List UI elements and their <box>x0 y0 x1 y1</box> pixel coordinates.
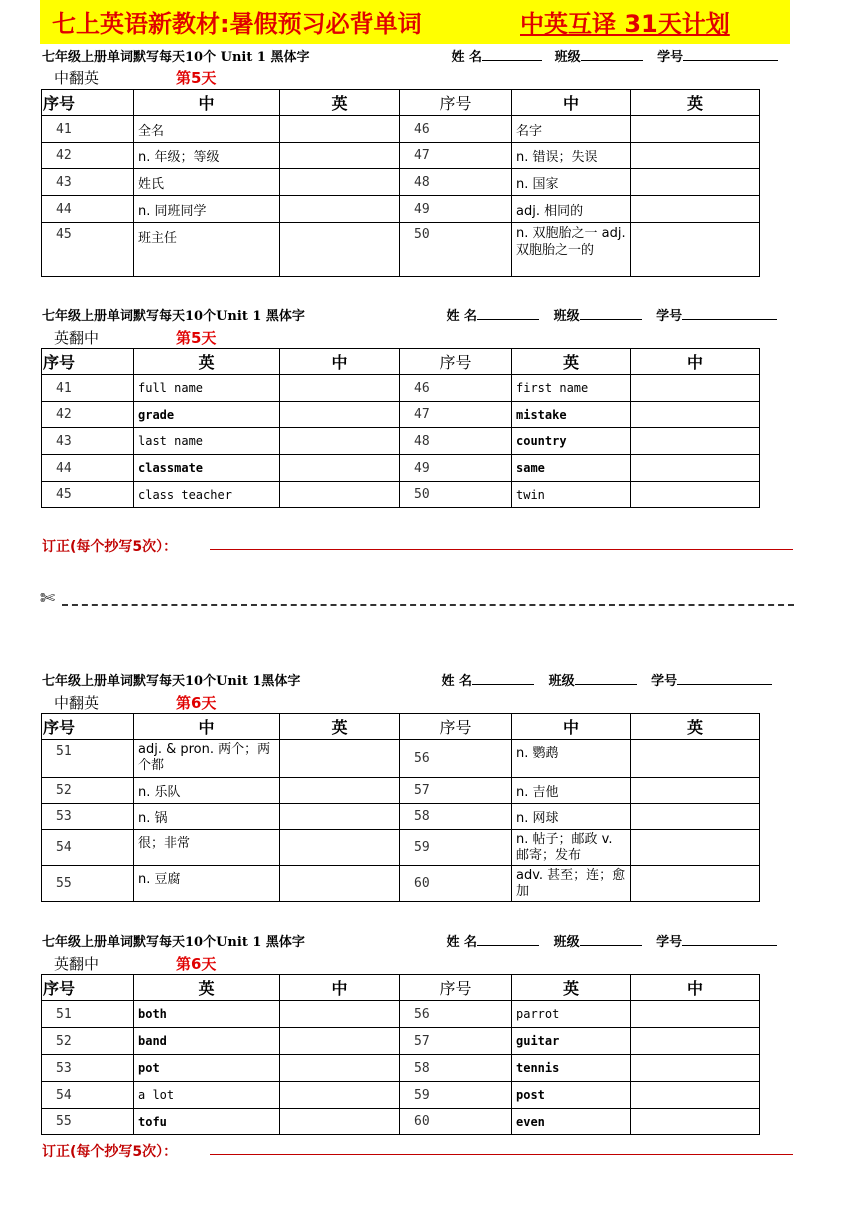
row-number: 58 <box>400 804 512 830</box>
answer-cell[interactable] <box>280 830 400 866</box>
section-header-text: 七年级上册单词默写每天10个Unit 1 黑体字 <box>42 935 305 950</box>
number-label: 学号 <box>657 50 684 65</box>
word-cell: tofu <box>134 1109 280 1135</box>
answer-cell[interactable] <box>280 482 400 508</box>
name-blank[interactable] <box>477 933 539 946</box>
word-cell: both <box>134 1001 280 1028</box>
number-blank[interactable] <box>682 933 777 946</box>
row-number: 55 <box>42 1109 134 1135</box>
col-header: 中 <box>631 349 760 375</box>
col-header: 英 <box>512 975 631 1001</box>
word-cell: same <box>512 455 631 482</box>
day-label: 第6天 <box>176 694 217 712</box>
answer-cell[interactable] <box>631 143 760 169</box>
table-row <box>42 375 760 402</box>
word-cell: n. 网球 <box>512 804 631 830</box>
word-cell: class teacher <box>134 482 280 508</box>
col-header: 序号 <box>42 714 134 740</box>
correction-line[interactable] <box>210 1154 793 1155</box>
word-cell: tennis <box>512 1055 631 1082</box>
section-header-text: 七年级上册单词默写每天10个 Unit 1 黑体字 <box>42 50 310 65</box>
day-label: 第5天 <box>176 69 217 87</box>
answer-cell[interactable] <box>631 455 760 482</box>
table-row <box>42 455 760 482</box>
col-header: 英 <box>631 90 760 116</box>
col-header: 序号 <box>400 349 512 375</box>
answer-cell[interactable] <box>280 196 400 223</box>
answer-cell[interactable] <box>631 482 760 508</box>
col-header: 序号 <box>400 90 512 116</box>
answer-cell[interactable] <box>631 1028 760 1055</box>
word-cell: 全名 <box>134 116 280 143</box>
word-cell: parrot <box>512 1001 631 1028</box>
word-cell: grade <box>134 402 280 428</box>
word-cell: adj. 相同的 <box>512 196 631 223</box>
word-cell: a lot <box>134 1082 280 1109</box>
answer-cell[interactable] <box>631 402 760 428</box>
name-blank[interactable] <box>482 48 542 61</box>
answer-cell[interactable] <box>631 1082 760 1109</box>
row-number: 54 <box>42 830 134 866</box>
row-number: 41 <box>42 375 134 402</box>
answer-cell[interactable] <box>280 116 400 143</box>
day-label: 第5天 <box>176 329 217 347</box>
word-cell: band <box>134 1028 280 1055</box>
name-blank[interactable] <box>477 307 539 320</box>
word-cell: n. 国家 <box>512 169 631 196</box>
word-cell: classmate <box>134 455 280 482</box>
answer-cell[interactable] <box>280 1055 400 1082</box>
word-cell: n. 错误；失误 <box>512 143 631 169</box>
mode-label: 中翻英 <box>54 69 100 87</box>
table-row <box>42 402 760 428</box>
answer-cell[interactable] <box>631 223 760 277</box>
row-number: 50 <box>400 223 512 277</box>
answer-cell[interactable] <box>280 866 400 902</box>
row-number: 42 <box>42 143 134 169</box>
row-number: 44 <box>42 196 134 223</box>
page-title-highlight: 中英互译 31天计划 <box>520 10 730 38</box>
answer-cell[interactable] <box>280 169 400 196</box>
vocab-table <box>41 974 760 1135</box>
class-blank[interactable] <box>580 933 642 946</box>
col-header: 中 <box>512 90 631 116</box>
answer-cell[interactable] <box>631 116 760 143</box>
row-number: 49 <box>400 455 512 482</box>
answer-cell[interactable] <box>631 830 760 866</box>
table-header-row <box>42 349 760 375</box>
row-number: 48 <box>400 169 512 196</box>
table-row <box>42 196 760 223</box>
number-label: 学号 <box>656 309 683 324</box>
answer-cell[interactable] <box>631 428 760 455</box>
answer-cell[interactable] <box>280 223 400 277</box>
table-header-row <box>42 90 760 116</box>
word-cell: 班主任 <box>134 223 280 277</box>
row-number: 57 <box>400 1028 512 1055</box>
name-label: 姓 名 <box>446 309 478 324</box>
number-blank[interactable] <box>677 672 772 685</box>
word-cell: n. 帖子；邮政 v. 邮寄；发布 <box>512 830 631 866</box>
word-cell: n. 吉他 <box>512 778 631 804</box>
class-blank[interactable] <box>575 672 637 685</box>
col-header: 序号 <box>42 349 134 375</box>
correction-label: 订正(每个抄写5次）： <box>42 1144 178 1160</box>
section-header-text: 七年级上册单词默写每天10个Unit 1 黑体字 <box>42 309 305 324</box>
row-number: 57 <box>400 778 512 804</box>
row-number: 53 <box>42 804 134 830</box>
class-blank[interactable] <box>581 48 643 61</box>
word-cell: n. 同班同学 <box>134 196 280 223</box>
table-row <box>42 482 760 508</box>
table-row <box>42 866 760 902</box>
answer-cell[interactable] <box>280 1082 400 1109</box>
number-label: 学号 <box>656 935 683 950</box>
answer-cell[interactable] <box>631 866 760 902</box>
col-header: 英 <box>631 714 760 740</box>
mode-label: 英翻中 <box>54 955 100 973</box>
answer-cell[interactable] <box>631 1055 760 1082</box>
col-header: 中 <box>631 975 760 1001</box>
class-label: 班级 <box>553 309 580 324</box>
row-number: 56 <box>400 740 512 778</box>
answer-cell[interactable] <box>631 1001 760 1028</box>
word-cell: last name <box>134 428 280 455</box>
word-cell: 姓氏 <box>134 169 280 196</box>
name-label: 姓 名 <box>446 935 478 950</box>
row-number: 48 <box>400 428 512 455</box>
word-cell: first name <box>512 375 631 402</box>
table-row <box>42 1028 760 1055</box>
row-number: 51 <box>42 740 134 778</box>
class-label: 班级 <box>554 50 581 65</box>
section-header-text: 七年级上册单词默写每天10个Unit 1黑体字 <box>42 674 301 689</box>
row-number: 45 <box>42 482 134 508</box>
class-label: 班级 <box>548 674 575 689</box>
row-number: 58 <box>400 1055 512 1082</box>
answer-cell[interactable] <box>280 402 400 428</box>
col-header: 中 <box>280 349 400 375</box>
row-number: 50 <box>400 482 512 508</box>
row-number: 45 <box>42 223 134 277</box>
answer-cell[interactable] <box>280 804 400 830</box>
table-header-row <box>42 714 760 740</box>
answer-cell[interactable] <box>631 375 760 402</box>
table-row <box>42 169 760 196</box>
class-label: 班级 <box>553 935 580 950</box>
answer-cell[interactable] <box>280 778 400 804</box>
col-header: 英 <box>512 349 631 375</box>
number-blank[interactable] <box>683 48 778 61</box>
section-header <box>42 931 777 950</box>
word-cell: post <box>512 1082 631 1109</box>
section-header <box>42 46 778 65</box>
table-row <box>42 143 760 169</box>
row-number: 60 <box>400 1109 512 1135</box>
vocab-table <box>41 713 760 902</box>
word-cell: 很；非常 <box>134 830 280 866</box>
answer-cell[interactable] <box>631 740 760 778</box>
row-number: 43 <box>42 169 134 196</box>
cut-line <box>62 604 794 606</box>
answer-cell[interactable] <box>280 1109 400 1135</box>
answer-cell[interactable] <box>631 169 760 196</box>
row-number: 47 <box>400 402 512 428</box>
section-header <box>42 670 772 689</box>
row-number: 49 <box>400 196 512 223</box>
word-cell: 名字 <box>512 116 631 143</box>
table-row <box>42 1001 760 1028</box>
row-number: 52 <box>42 778 134 804</box>
correction-line[interactable] <box>210 549 793 550</box>
col-header: 序号 <box>42 90 134 116</box>
word-cell: n. 锅 <box>134 804 280 830</box>
row-number: 47 <box>400 143 512 169</box>
row-number: 44 <box>42 455 134 482</box>
answer-cell[interactable] <box>280 740 400 778</box>
answer-cell[interactable] <box>280 428 400 455</box>
col-header: 英 <box>134 975 280 1001</box>
answer-cell[interactable] <box>280 143 400 169</box>
col-header: 中 <box>280 975 400 1001</box>
answer-cell[interactable] <box>280 375 400 402</box>
col-header: 序号 <box>42 975 134 1001</box>
class-blank[interactable] <box>580 307 642 320</box>
col-header: 中 <box>134 90 280 116</box>
name-blank[interactable] <box>472 672 534 685</box>
section-header <box>42 305 777 324</box>
row-number: 59 <box>400 830 512 866</box>
table-row <box>42 778 760 804</box>
col-header: 英 <box>280 714 400 740</box>
row-number: 52 <box>42 1028 134 1055</box>
row-number: 56 <box>400 1001 512 1028</box>
word-cell: pot <box>134 1055 280 1082</box>
answer-cell[interactable] <box>280 455 400 482</box>
word-cell: twin <box>512 482 631 508</box>
row-number: 43 <box>42 428 134 455</box>
word-cell: n. 鹦鹉 <box>512 740 631 778</box>
scissors-icon: ✄ <box>40 588 56 609</box>
col-header: 序号 <box>400 975 512 1001</box>
answer-cell[interactable] <box>631 804 760 830</box>
word-cell: adv. 甚至；连；愈加 <box>512 866 631 902</box>
table-row <box>42 223 760 277</box>
correction-label: 订正(每个抄写5次）： <box>42 539 178 555</box>
row-number: 55 <box>42 866 134 902</box>
word-cell: full name <box>134 375 280 402</box>
answer-cell[interactable] <box>631 1109 760 1135</box>
name-label: 姓 名 <box>451 50 483 65</box>
table-row <box>42 804 760 830</box>
table-row <box>42 1109 760 1135</box>
row-number: 46 <box>400 375 512 402</box>
vocab-table <box>41 348 760 508</box>
word-cell: n. 乐队 <box>134 778 280 804</box>
word-cell: n. 双胞胎之一 adj. 双胞胎之一的 <box>512 223 631 277</box>
col-header: 中 <box>134 714 280 740</box>
word-cell: n. 豆腐 <box>134 866 280 902</box>
answer-cell[interactable] <box>631 196 760 223</box>
table-row <box>42 116 760 143</box>
table-row <box>42 740 760 778</box>
answer-cell[interactable] <box>280 1028 400 1055</box>
row-number: 46 <box>400 116 512 143</box>
day-label: 第6天 <box>176 955 217 973</box>
word-cell: guitar <box>512 1028 631 1055</box>
table-header-row <box>42 975 760 1001</box>
word-cell: country <box>512 428 631 455</box>
table-row <box>42 1055 760 1082</box>
row-number: 53 <box>42 1055 134 1082</box>
number-blank[interactable] <box>682 307 777 320</box>
number-label: 学号 <box>651 674 678 689</box>
table-row <box>42 830 760 866</box>
table-row <box>42 1082 760 1109</box>
word-cell: n. 年级；等级 <box>134 143 280 169</box>
col-header: 英 <box>134 349 280 375</box>
page-title: 七上英语新教材:暑假预习必背单词 <box>52 10 422 38</box>
mode-label: 中翻英 <box>54 694 100 712</box>
col-header: 英 <box>280 90 400 116</box>
col-header: 序号 <box>400 714 512 740</box>
row-number: 41 <box>42 116 134 143</box>
vocab-table <box>41 89 760 277</box>
mode-label: 英翻中 <box>54 329 100 347</box>
row-number: 59 <box>400 1082 512 1109</box>
answer-cell[interactable] <box>280 1001 400 1028</box>
answer-cell[interactable] <box>631 778 760 804</box>
row-number: 51 <box>42 1001 134 1028</box>
row-number: 60 <box>400 866 512 902</box>
word-cell: mistake <box>512 402 631 428</box>
row-number: 42 <box>42 402 134 428</box>
word-cell: adj. & pron. 两个；两个都 <box>134 740 280 778</box>
table-row <box>42 428 760 455</box>
col-header: 中 <box>512 714 631 740</box>
name-label: 姓 名 <box>441 674 473 689</box>
word-cell: even <box>512 1109 631 1135</box>
row-number: 54 <box>42 1082 134 1109</box>
